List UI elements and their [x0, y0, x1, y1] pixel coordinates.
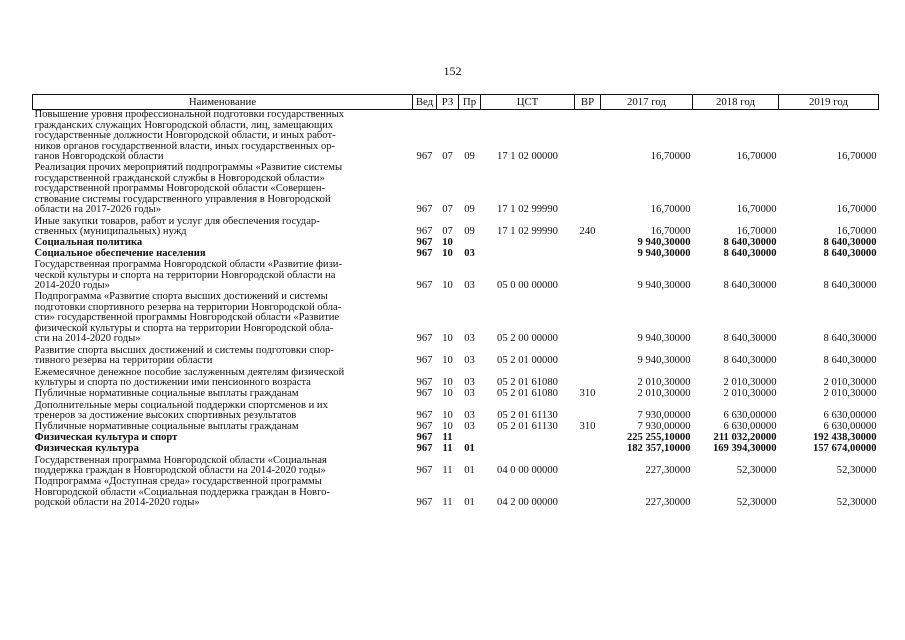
cell-vr [575, 292, 601, 345]
cell-name-line: государственные должности Новгородской области, и иных работ- [34, 130, 336, 142]
cell-vr: 310 [579, 388, 596, 400]
cell-name-line: тренеров за достижение высоких спортивных результатов [34, 410, 297, 422]
cell-rz: 10 [442, 421, 453, 433]
cell-name-line: Повышение уровня профессиональной подготовки государственных [34, 109, 345, 121]
table-row [33, 400, 879, 422]
cell-rz: 10 [442, 280, 453, 292]
header-2017: 2017 год [601, 95, 693, 110]
cell-y2017: 182 357,10000 [626, 443, 691, 455]
cell-vr [575, 444, 601, 455]
table-row [33, 216, 879, 238]
cell-y2019: 8 640,30000 [823, 237, 877, 249]
cell-name-line: сти» государственной программы Новгородской области «Развитие [34, 312, 340, 324]
cell-vr [575, 455, 601, 477]
cell-y2018: 16,70000 [736, 226, 777, 238]
cell-rz: 11 [442, 465, 453, 477]
cell-name [33, 260, 413, 292]
cell-name-line: ников органов государственной власти, иных государственных ор- [34, 140, 336, 152]
cell-pr [459, 433, 481, 444]
cell-y2019: 16,70000 [836, 204, 877, 216]
cell-y2017: 227,30000 [645, 497, 691, 509]
cell-cst: 05 0 00 00000 [497, 280, 558, 292]
cell-ved: 967 [416, 421, 433, 433]
cell-name-line: Развитие спорта высших достижений и системы подготовки спор- [34, 344, 334, 356]
cell-name-line: 2014-2020 годы» [34, 280, 110, 292]
cell-y2018: 52,30000 [736, 465, 777, 477]
cell-name-line: Социальное обеспечение населения [34, 248, 206, 260]
cell-name-line: Физическая культура и спорт [34, 432, 178, 444]
cell-cst: 17 1 02 99990 [497, 226, 558, 238]
cell-name-line: области на 2017-2026 годы» [34, 204, 162, 216]
cell-pr: 03 [464, 248, 475, 260]
cell-cst: 05 2 01 61130 [497, 421, 558, 433]
cell-rz: 10 [442, 248, 453, 260]
cell-name-line: тивного резерва на территории области [34, 355, 213, 367]
cell-name-line: Государственная программа Новгородской области «Развитие физи- [34, 259, 342, 271]
cell-name [33, 389, 413, 400]
cell-name [33, 444, 413, 455]
cell-name-line: подготовки спортивного резерва на территории Новгородской обла- [34, 301, 342, 313]
table-row [33, 422, 879, 433]
cell-rz: 11 [442, 432, 453, 444]
cell-y2017: 16,70000 [650, 151, 691, 163]
header-rz: РЗ [437, 95, 459, 110]
header-pr: Пр [459, 95, 481, 110]
cell-cst: 04 2 00 00000 [497, 497, 558, 509]
cell-pr [459, 238, 481, 249]
cell-rz: 11 [442, 497, 453, 509]
cell-ved: 967 [416, 432, 433, 444]
cell-ved: 967 [416, 377, 433, 389]
cell-y2018: 16,70000 [736, 151, 777, 163]
cell-name [33, 238, 413, 249]
cell-ved: 967 [416, 248, 433, 260]
header-2019: 2019 год [779, 95, 879, 110]
cell-name-line: гражданских служащих Новгородской области, лиц, замещающих [34, 119, 334, 131]
cell-vr [575, 260, 601, 292]
cell-name-line: Реализация прочих мероприятий подпрограммы «Развитие системы [34, 162, 343, 174]
cell-y2017: 9 940,30000 [637, 333, 691, 345]
cell-y2017: 9 940,30000 [637, 237, 691, 249]
cell-name-line: физической культуры и спорта на территории Новгородской обла- [34, 322, 334, 334]
cell-name-line: ческой культуры и спорта на территории Новгородской области на [34, 269, 336, 281]
table-row [33, 260, 879, 292]
cell-pr: 03 [464, 333, 475, 345]
cell-name-line: родской области на 2014-2020 годы» [34, 497, 200, 509]
cell-name [33, 292, 413, 345]
cell-y2019: 16,70000 [836, 151, 877, 163]
cell-pr: 01 [464, 497, 475, 509]
cell-pr: 03 [464, 421, 475, 433]
cell-cst [481, 444, 575, 455]
budget-table [32, 94, 879, 509]
cell-name-line: Дополнительные меры социальной поддержки спортсменов и их [34, 399, 328, 411]
cell-y2017: 9 940,30000 [637, 280, 691, 292]
header-vr: ВР [575, 95, 601, 110]
cell-vr: 310 [579, 421, 596, 433]
cell-name-line: Физическая культура [34, 443, 139, 455]
cell-name-line: Иные закупки товаров, работ и услуг для обеспечения государ- [34, 215, 320, 227]
cell-y2018: 16,70000 [736, 204, 777, 216]
cell-y2018: 8 640,30000 [723, 280, 777, 292]
cell-y2017: 227,30000 [645, 465, 691, 477]
cell-vr [575, 477, 601, 509]
cell-name-line: Публичные нормативные социальные выплаты гражданам [34, 388, 299, 400]
cell-rz: 11 [442, 443, 453, 455]
cell-ved: 967 [416, 237, 433, 249]
header-name: Наименование [33, 95, 413, 110]
cell-rz: 10 [442, 388, 453, 400]
cell-name [33, 163, 413, 216]
header-cst: ЦСТ [481, 95, 575, 110]
cell-name-line: Новгородской области «Социальная поддержка граждан в Новго- [34, 486, 330, 498]
cell-rz: 07 [442, 204, 453, 216]
cell-vr [575, 110, 601, 164]
cell-y2019: 52,30000 [836, 465, 877, 477]
cell-y2017: 7 930,00000 [637, 410, 691, 422]
cell-y2017: 2 010,30000 [637, 377, 691, 389]
cell-y2019: 192 438,30000 [812, 432, 877, 444]
cell-cst: 05 2 01 61130 [497, 410, 558, 422]
cell-pr: 09 [464, 151, 475, 163]
cell-y2018: 6 630,00000 [723, 421, 777, 433]
table-row [33, 292, 879, 345]
cell-pr: 09 [464, 226, 475, 238]
cell-rz: 07 [442, 151, 453, 163]
cell-y2017: 16,70000 [650, 226, 691, 238]
cell-name-line: Подпрограмма «Развитие спорта высших достижений и системы [34, 291, 328, 303]
cell-y2018: 6 630,00000 [723, 410, 777, 422]
cell-y2019: 8 640,30000 [823, 248, 877, 260]
cell-y2018: 211 032,20000 [713, 432, 777, 444]
cell-pr: 03 [464, 377, 475, 389]
cell-pr: 01 [464, 443, 475, 455]
cell-ved: 967 [416, 280, 433, 292]
cell-name-line: государственной гражданской службы в Новгородской области» [34, 172, 325, 184]
table-row [33, 444, 879, 455]
cell-y2017: 225 255,10000 [626, 432, 691, 444]
cell-y2019: 16,70000 [836, 226, 877, 238]
cell-ved: 967 [416, 465, 433, 477]
cell-name [33, 433, 413, 444]
cell-cst: 05 2 01 61080 [497, 388, 558, 400]
cell-y2019: 8 640,30000 [823, 333, 877, 345]
cell-cst: 05 2 01 00000 [497, 355, 558, 367]
cell-rz: 10 [442, 355, 453, 367]
cell-y2019: 8 640,30000 [823, 280, 877, 292]
cell-y2019: 8 640,30000 [823, 355, 877, 367]
cell-name-line: Социальная политика [34, 237, 143, 249]
cell-y2018: 8 640,30000 [723, 355, 777, 367]
page-number: 152 [443, 64, 462, 78]
cell-vr [575, 163, 601, 216]
cell-pr: 01 [464, 465, 475, 477]
header-ved: Вед [413, 95, 437, 110]
cell-cst: 17 1 02 00000 [497, 151, 558, 163]
table-row [33, 367, 879, 389]
cell-y2019: 157 674,00000 [812, 443, 877, 455]
cell-cst: 05 2 01 61080 [497, 377, 558, 389]
cell-y2017: 9 940,30000 [637, 248, 691, 260]
cell-y2018: 8 640,30000 [723, 333, 777, 345]
cell-name-line: ганов Новгородской области [34, 151, 164, 163]
cell-y2019: 6 630,00000 [823, 421, 877, 433]
cell-ved: 967 [416, 388, 433, 400]
cell-rz: 07 [442, 226, 453, 238]
cell-pr: 03 [464, 280, 475, 292]
cell-rz: 10 [442, 410, 453, 422]
cell-name-line: Государственная программа Новгородской области «Социальная [34, 454, 327, 466]
cell-y2018: 8 640,30000 [723, 248, 777, 260]
cell-cst: 17 1 02 99990 [497, 204, 558, 216]
table-row [33, 389, 879, 400]
cell-name-line: Публичные нормативные социальные выплаты гражданам [34, 421, 299, 433]
cell-name-line: ствование системы государственного управления в Новгородской [34, 193, 331, 205]
cell-y2018: 2 010,30000 [723, 377, 777, 389]
cell-y2018: 52,30000 [736, 497, 777, 509]
cell-y2017: 16,70000 [650, 204, 691, 216]
cell-rz: 10 [442, 237, 453, 249]
header-2018: 2018 год [693, 95, 779, 110]
table-row [33, 238, 879, 249]
cell-vr [575, 400, 601, 422]
cell-name-line: поддержка граждан в Новгородской области на 2014-2020 годы» [34, 465, 326, 477]
cell-ved: 967 [416, 333, 433, 345]
cell-ved: 967 [416, 151, 433, 163]
table-row [33, 163, 879, 216]
cell-y2018: 2 010,30000 [723, 388, 777, 400]
cell-name [33, 400, 413, 422]
cell-pr: 03 [464, 355, 475, 367]
cell-name-line: Подпрограмма «Доступная среда» государственной программы [34, 476, 322, 488]
cell-rz: 10 [442, 377, 453, 389]
cell-ved: 967 [416, 443, 433, 455]
cell-cst: 05 2 00 00000 [497, 333, 558, 345]
table-row [33, 345, 879, 367]
cell-pr: 09 [464, 204, 475, 216]
table-row [33, 477, 879, 509]
table-row [33, 455, 879, 477]
cell-y2019: 2 010,30000 [823, 388, 877, 400]
cell-vr: 240 [579, 226, 596, 238]
cell-y2019: 2 010,30000 [823, 377, 877, 389]
cell-rz: 10 [442, 333, 453, 345]
table-header-row [33, 95, 879, 110]
table-row [33, 433, 879, 444]
cell-cst [481, 249, 575, 260]
cell-name [33, 367, 413, 389]
cell-name-line: государственной программы Новгородской области «Совершен- [34, 183, 326, 195]
cell-y2017: 7 930,00000 [637, 421, 691, 433]
cell-name-line: сти на 2014-2020 годы» [34, 333, 141, 345]
cell-name [33, 455, 413, 477]
cell-y2018: 169 394,30000 [712, 443, 777, 455]
cell-pr: 03 [464, 410, 475, 422]
table-body [33, 110, 879, 510]
cell-cst [481, 433, 575, 444]
cell-name [33, 110, 413, 164]
cell-ved: 967 [416, 226, 433, 238]
cell-ved: 967 [416, 410, 433, 422]
cell-y2017: 2 010,30000 [637, 388, 691, 400]
cell-y2017: 9 940,30000 [637, 355, 691, 367]
cell-name [33, 422, 413, 433]
cell-vr [575, 367, 601, 389]
cell-y2019: 6 630,00000 [823, 410, 877, 422]
cell-vr [575, 249, 601, 260]
cell-name-line: ственных (муниципальных) нужд [34, 226, 187, 238]
cell-name-line: культуры и спорта по достижении ими пенсионного возраста [34, 377, 311, 389]
cell-ved: 967 [416, 497, 433, 509]
cell-name [33, 345, 413, 367]
cell-name [33, 477, 413, 509]
cell-ved: 967 [416, 355, 433, 367]
cell-name-line: Ежемесячное денежное пособие заслуженным деятелям физической [34, 366, 345, 378]
cell-vr [575, 345, 601, 367]
cell-ved: 967 [416, 204, 433, 216]
cell-vr [575, 433, 601, 444]
cell-pr: 03 [464, 388, 475, 400]
cell-cst [481, 238, 575, 249]
table-row [33, 110, 879, 164]
cell-y2018: 8 640,30000 [723, 237, 777, 249]
cell-y2019: 52,30000 [836, 497, 877, 509]
cell-name [33, 216, 413, 238]
cell-cst: 04 0 00 00000 [497, 465, 558, 477]
cell-vr [575, 238, 601, 249]
